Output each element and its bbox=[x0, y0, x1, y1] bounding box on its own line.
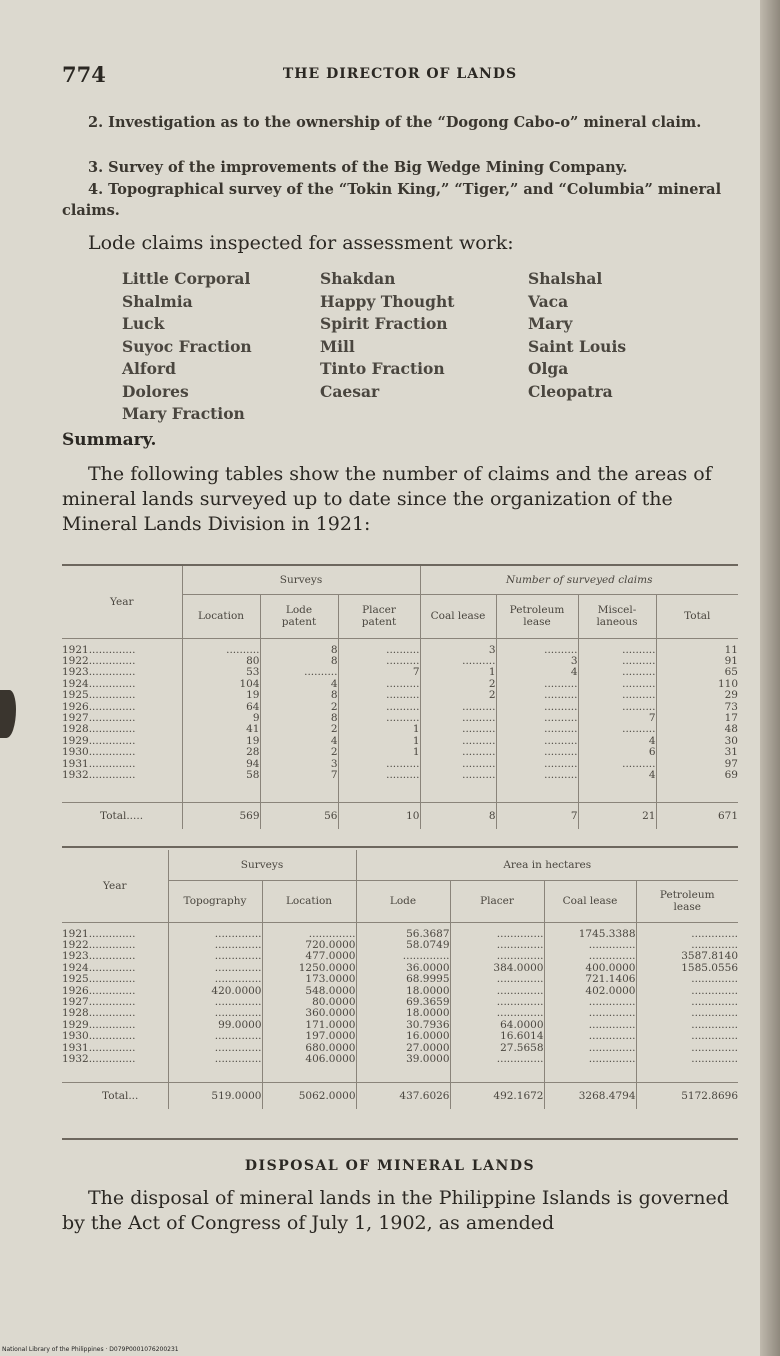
total-header: Total bbox=[656, 594, 738, 638]
table1-bottom-rule bbox=[62, 846, 738, 848]
total-miscellaneous: 21 bbox=[578, 802, 656, 829]
lode-claims-heading: Lode claims inspected for assessment work: bbox=[88, 232, 514, 254]
location-header: Location bbox=[182, 594, 260, 638]
location-column: .......... 80 53 104 19 64 9 41 19 28 94 58 bbox=[182, 638, 260, 802]
claim-name: Saint Louis bbox=[528, 336, 627, 356]
disposal-section-title: DISPOSAL OF MINERAL LANDS bbox=[244, 1158, 536, 1174]
location-column: .............. 720.0000 477.0000 1250.0000 173.0000 548.0000 80.0000 360.0000 171.0000 197.0000 680.0000 406.0000 bbox=[262, 922, 356, 1082]
lode-claims-list bbox=[122, 268, 662, 426]
total-location: 5062.0000 bbox=[262, 1082, 356, 1109]
item-2-paragraph: 2. Investigation as to the ownership of the “Dogong Cabo-o” mineral claim. bbox=[88, 114, 702, 131]
claim-name: Little Corporal bbox=[122, 269, 251, 288]
claims-group-header: Number of surveyed claims bbox=[420, 566, 738, 594]
coal-lease-header: Coal lease bbox=[420, 594, 496, 638]
lode-patent-column: 8 8 .......... 4 8 2 8 2 4 2 3 7 bbox=[260, 638, 338, 802]
petroleum-lease-column: .......... 3 4 .......... .......... .......... .......... .......... .......... .......... .......... .......... bbox=[496, 638, 578, 802]
year-header: Year bbox=[62, 566, 182, 638]
lode-header: Lode bbox=[356, 880, 450, 922]
petroleum-lease-column: .............. .............. 3587.8140 1585.0556 .............. .............. .............. .............. .............. .............. .............. .............. bbox=[681, 927, 738, 1065]
surveys-group-header: Surveys bbox=[168, 850, 356, 880]
claim-name: Caesar bbox=[320, 381, 380, 401]
claim-name: Happy Thought bbox=[320, 291, 455, 311]
coal-lease-header: Coal lease bbox=[544, 880, 636, 922]
topography-header: Topography bbox=[168, 880, 262, 922]
total-column: 11 91 65 110 29 73 17 48 30 31 97 69 bbox=[717, 643, 738, 781]
claim-name: Shakdan bbox=[320, 269, 396, 288]
item-3-paragraph: 3. Survey of the improvements of the Big Wedge Mining Company. bbox=[88, 159, 628, 176]
claim-name: Mary Fraction bbox=[122, 404, 245, 423]
coal-lease-column: 3 .......... 1 2 2 .......... .......... .......... .......... .......... .......... .......... bbox=[420, 638, 496, 802]
miscellaneous-column: .......... .......... .......... .......... .......... .......... 7 .......... 4 6 .......... 4 bbox=[578, 638, 656, 802]
petroleum-lease-header: Petroleum lease bbox=[496, 594, 578, 638]
petroleum-lease-header: Petroleum lease bbox=[636, 880, 738, 922]
location-header: Location bbox=[262, 880, 356, 922]
placer-header: Placer bbox=[450, 880, 544, 922]
total-coal-lease: 3268.4794 bbox=[544, 1082, 636, 1109]
placer-patent-header: Placer patent bbox=[338, 594, 420, 638]
total-placer-patent: 10 bbox=[338, 802, 420, 829]
placer-column: .............. .............. .............. 384.0000 .............. .............. .............. .............. 64.0000 16.6014 27.5658 .............. bbox=[450, 922, 544, 1082]
total-coal-lease: 8 bbox=[420, 802, 496, 829]
lode-column: 56.3687 58.0749 .............. 36.0000 68.9995 18.0000 69.3659 18.0000 30.7936 16.0000 27.0000 39.0000 bbox=[356, 922, 450, 1082]
total-row-label: Total... bbox=[62, 1082, 168, 1109]
claim-name: Tinto Fraction bbox=[320, 359, 445, 378]
claim-name: Luck bbox=[122, 314, 165, 333]
page-header bbox=[62, 62, 738, 86]
book-spine-edge bbox=[760, 0, 780, 1356]
claim-name: Shalmia bbox=[122, 291, 193, 311]
placer-patent-column: .......... .......... 7 .......... .......... .......... .......... 1 1 1 .......... .......... bbox=[338, 638, 420, 802]
areas-table bbox=[62, 850, 738, 1109]
topography-column: .............. .............. .............. .............. .............. 420.0000 .............. .............. 99.0000 .............. .............. .............. bbox=[168, 922, 262, 1082]
year-header: Year bbox=[62, 850, 168, 922]
claim-name: Olga bbox=[528, 359, 569, 378]
claim-name: Alford bbox=[122, 359, 176, 378]
claim-name: Dolores bbox=[122, 381, 189, 401]
scan-smudge bbox=[0, 690, 16, 738]
claims-table bbox=[62, 566, 738, 829]
claims-column-2 bbox=[320, 268, 454, 403]
area-group-header: Area in hectares bbox=[356, 850, 738, 880]
summary-paragraph: The following tables show the number of claims and the areas of mineral lands surveyed up to date since the organization of the Mineral Lands Division in 1921: bbox=[62, 463, 712, 535]
lode-patent-header: Lode patent bbox=[260, 594, 338, 638]
total-claims: 671 bbox=[717, 809, 738, 822]
claim-name: Mill bbox=[320, 336, 355, 356]
miscellaneous-header: Miscel-laneous bbox=[578, 594, 656, 638]
total-petroleum-lease: 7 bbox=[496, 802, 578, 829]
item-4-paragraph: 4. Topographical survey of the “Tokin King,” “Tiger,” and “Columbia” mineral claims. bbox=[62, 181, 722, 219]
claim-name: Shalshal bbox=[528, 269, 603, 288]
claims-column-3 bbox=[528, 268, 626, 403]
claim-name: Suyoc Fraction bbox=[122, 336, 252, 356]
total-row-label: Total..... bbox=[62, 802, 182, 829]
coal-lease-column: 1745.3388 .............. .............. 400.0000 721.1406 402.0000 .............. .............. .............. .............. .............. .............. bbox=[544, 922, 636, 1082]
running-title: THE DIRECTOR OF LANDS bbox=[282, 66, 518, 82]
claims-column-1 bbox=[122, 268, 252, 426]
total-lode-patent: 56 bbox=[260, 802, 338, 829]
year-column: 1921.............. 1922.............. 1923.............. 1924.............. 1925.............. 1926.............. 1927.............. 1928.............. 1929.............. 1930.............. 1931.............. 1932.............. bbox=[62, 922, 168, 1082]
total-topography: 519.0000 bbox=[168, 1082, 262, 1109]
disposal-paragraph: The disposal of mineral lands in the Philippine Islands is governed by the Act of Congress of July 1, 1902, as amended bbox=[62, 1187, 729, 1234]
claim-name: Vaca bbox=[528, 291, 569, 311]
scan-footer: National Library of the Philippines · D079P0001076200231 bbox=[2, 1346, 179, 1353]
claim-name: Spirit Fraction bbox=[320, 314, 448, 333]
total-petroleum-lease: 5172.8696 bbox=[681, 1089, 738, 1102]
page-number: 774 bbox=[62, 62, 106, 87]
claim-name: Cleopatra bbox=[528, 381, 613, 401]
claim-name: Mary bbox=[528, 314, 573, 333]
total-location: 569 bbox=[182, 802, 260, 829]
surveys-group-header: Surveys bbox=[182, 566, 420, 594]
total-placer: 492.1672 bbox=[450, 1082, 544, 1109]
summary-heading: Summary. bbox=[62, 430, 157, 450]
table2-bottom-rule bbox=[62, 1138, 738, 1140]
total-lode: 437.6026 bbox=[356, 1082, 450, 1109]
year-column: 1921.............. 1922.............. 1923.............. 1924.............. 1925.............. 1926.............. 1927.............. 1928.............. 1929.............. 1930.............. 1931.............. 1932.............. bbox=[62, 638, 182, 802]
